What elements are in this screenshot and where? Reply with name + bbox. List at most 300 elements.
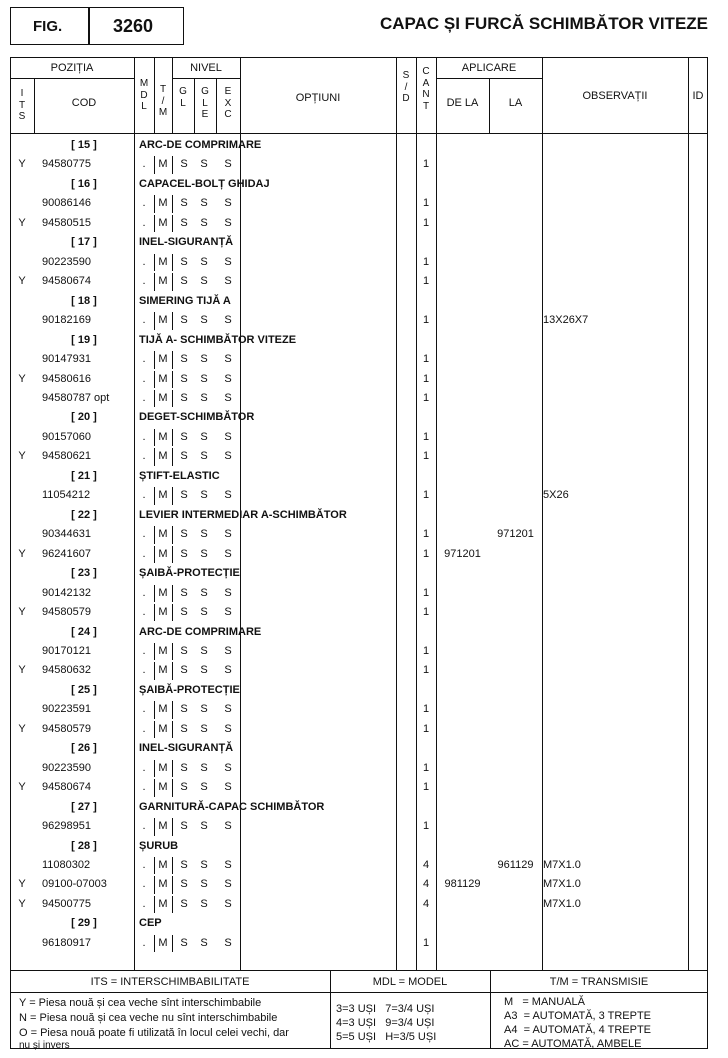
nivel-column-bar xyxy=(172,448,173,465)
cell-cod: 96298951 xyxy=(42,820,91,833)
nivel-column-bar xyxy=(172,643,173,660)
position-number: [ 19 ] xyxy=(71,333,97,346)
position-number: [ 26 ] xyxy=(71,742,97,755)
cell-exc: S xyxy=(224,761,232,774)
col-header-exc: E X C xyxy=(224,86,232,120)
legend-its-line: O = Piesa nouă poate fi utilizată în locul celei vechi, dar xyxy=(19,1027,289,1039)
cell-exc: S xyxy=(224,216,232,229)
cell-tm: M xyxy=(158,547,168,560)
cell-cant: 1 xyxy=(422,664,430,677)
cell-its: Y xyxy=(18,158,26,171)
header-bottom-line xyxy=(10,133,708,134)
position-number: [ 17 ] xyxy=(71,236,97,249)
cell-gle: S xyxy=(200,353,208,366)
cell-exc: S xyxy=(224,450,232,463)
cell-cant: 1 xyxy=(422,372,430,385)
cell-mdl: . xyxy=(142,644,146,657)
cell-exc: S xyxy=(224,703,232,716)
part-group-title: INEL-SIGURANȚĂ xyxy=(139,236,234,249)
position-number: [ 18 ] xyxy=(71,294,97,307)
nivel-column-bar xyxy=(172,215,173,232)
cell-cod: 94580787 opt xyxy=(42,391,110,404)
cell-gle: S xyxy=(200,158,208,171)
cell-tm: M xyxy=(158,197,168,210)
tm-column-bar xyxy=(154,721,155,738)
cell-its: Y xyxy=(18,547,26,560)
cell-mdl: . xyxy=(142,897,146,910)
position-number: [ 15 ] xyxy=(71,139,97,151)
part-group-title: ARC-DE COMPRIMARE xyxy=(139,625,262,638)
legend-tm-line: A3 = AUTOMATĂ, 3 TREPTE xyxy=(504,1010,652,1022)
tm-column-bar xyxy=(154,371,155,388)
cell-cod: 94580632 xyxy=(42,664,91,677)
tm-column-bar xyxy=(154,487,155,504)
fig-number: 3260 xyxy=(113,16,154,36)
cell-gle: S xyxy=(200,430,208,443)
legend-its-title: ITS = INTERSCHIMBABILITATE xyxy=(90,976,250,988)
tm-column-bar xyxy=(154,351,155,368)
part-group-title: CAPACEL-BOLȚ GHIDAJ xyxy=(139,177,270,190)
nivel-column-bar xyxy=(172,390,173,407)
cell-mdl: . xyxy=(142,606,146,619)
cell-gle: S xyxy=(200,450,208,463)
part-group-title: LEVIER INTERMEDIAR A-SCHIMBĂTOR xyxy=(139,508,347,521)
cell-cant: 1 xyxy=(422,703,430,716)
tm-column-bar xyxy=(154,546,155,563)
cell-exc: S xyxy=(224,158,232,171)
legend-tm-line: AC = AUTOMATĂ, AMBELE xyxy=(504,1038,642,1050)
cell-gle: S xyxy=(200,897,208,910)
cell-exc: S xyxy=(224,353,232,366)
cell-gle: S xyxy=(200,644,208,657)
nivel-column-bar xyxy=(172,701,173,718)
cell-exc: S xyxy=(224,781,232,794)
nivel-column-bar xyxy=(172,195,173,212)
cell-gle: S xyxy=(200,216,208,229)
cell-tm: M xyxy=(158,781,168,794)
cell-cod: 90223591 xyxy=(42,703,91,716)
position-number: [ 21 ] xyxy=(71,469,97,482)
tm-column-bar xyxy=(154,195,155,212)
position-number: [ 29 ] xyxy=(71,917,97,930)
cell-obs: M7X1.0 xyxy=(543,878,581,891)
cell-exc: S xyxy=(224,255,232,268)
cell-cod: 96241607 xyxy=(42,547,91,560)
cell-exc: S xyxy=(224,936,232,949)
cell-gle: S xyxy=(200,781,208,794)
nivel-column-bar xyxy=(172,585,173,602)
col-header-gle: G L E xyxy=(201,86,209,120)
cell-gle: S xyxy=(200,606,208,619)
cell-gle: S xyxy=(200,391,208,404)
cell-gl: S xyxy=(180,197,188,210)
cell-cod: 94580515 xyxy=(42,216,91,229)
cell-cod: 94580579 xyxy=(42,606,91,619)
position-number: [ 20 ] xyxy=(71,411,97,424)
legend-mdl-line: 4=3 UȘI 9=3/4 UȘI xyxy=(336,1017,435,1029)
cell-mdl: . xyxy=(142,158,146,171)
cell-tm: M xyxy=(158,586,168,599)
cell-its: Y xyxy=(18,372,26,385)
position-number: [ 22 ] xyxy=(71,508,97,521)
cell-tm: M xyxy=(158,255,168,268)
col-header-its: I T S xyxy=(18,88,26,122)
cell-gle: S xyxy=(200,489,208,502)
cell-mdl: . xyxy=(142,255,146,268)
cell-gle: S xyxy=(200,372,208,385)
cell-cod: 11054212 xyxy=(42,489,91,502)
cell-mdl: . xyxy=(142,547,146,560)
col-header-la: LA xyxy=(508,97,523,109)
cell-exc: S xyxy=(224,820,232,833)
cell-cod: 94580674 xyxy=(42,275,91,288)
cell-tm: M xyxy=(158,372,168,385)
legend-mdl-line: 5=5 UȘI H=3/5 UȘI xyxy=(336,1031,437,1043)
cell-mdl: . xyxy=(142,353,146,366)
cell-dela: 981129 xyxy=(444,878,481,891)
cell-exc: S xyxy=(224,722,232,735)
cell-gl: S xyxy=(180,936,188,949)
cell-gl: S xyxy=(180,761,188,774)
cell-cod: 94580616 xyxy=(42,372,91,385)
cell-cod: 94580674 xyxy=(42,781,91,794)
cell-gl: S xyxy=(180,430,188,443)
cell-tm: M xyxy=(158,722,168,735)
header-line-sub-2 xyxy=(172,78,240,79)
cell-tm: M xyxy=(158,664,168,677)
cell-gle: S xyxy=(200,275,208,288)
cell-gl: S xyxy=(180,897,188,910)
nivel-column-bar xyxy=(172,662,173,679)
cell-cant: 1 xyxy=(422,275,430,288)
cell-mdl: . xyxy=(142,664,146,677)
cell-tm: M xyxy=(158,878,168,891)
cell-exc: S xyxy=(224,859,232,872)
legend-tm-line: A4 = AUTOMATĂ, 4 TREPTE xyxy=(504,1024,652,1036)
cell-mdl: . xyxy=(142,820,146,833)
position-number: [ 23 ] xyxy=(71,567,97,580)
cell-gle: S xyxy=(200,586,208,599)
tm-column-bar xyxy=(154,585,155,602)
cell-obs: M7X1.0 xyxy=(543,897,581,910)
cell-gl: S xyxy=(180,216,188,229)
cell-cod: 90223590 xyxy=(42,761,91,774)
cell-exc: S xyxy=(224,372,232,385)
position-number: [ 24 ] xyxy=(71,625,97,638)
nivel-column-bar xyxy=(172,857,173,874)
cell-gle: S xyxy=(200,197,208,210)
cell-cant: 4 xyxy=(422,878,430,891)
cell-cant: 1 xyxy=(422,586,430,599)
position-number: [ 16 ] xyxy=(71,177,97,190)
cell-gl: S xyxy=(180,391,188,404)
part-group-title: ARC-DE COMPRIMARE xyxy=(139,139,262,151)
tm-column-bar xyxy=(154,779,155,796)
part-group-title: GARNITURĂ-CAPAC SCHIMBĂTOR xyxy=(139,800,325,813)
cell-cant: 4 xyxy=(422,897,430,910)
cell-cod: 96180917 xyxy=(42,936,91,949)
legend-its-line: nu și invers xyxy=(19,1040,70,1051)
cell-mdl: . xyxy=(142,275,146,288)
cell-cod: 94580775 xyxy=(42,158,91,171)
cell-cod: 90142132 xyxy=(42,586,91,599)
cell-gl: S xyxy=(180,314,188,327)
tm-column-bar xyxy=(154,643,155,660)
cell-its: Y xyxy=(18,722,26,735)
col-header-sd: S / D xyxy=(402,70,410,104)
nivel-column-bar xyxy=(172,487,173,504)
cell-tm: M xyxy=(158,761,168,774)
nivel-column-bar xyxy=(172,779,173,796)
cell-cant: 1 xyxy=(422,547,430,560)
tm-column-bar xyxy=(154,935,155,952)
cell-tm: M xyxy=(158,859,168,872)
col-header-pozitia: POZIȚIA xyxy=(50,62,94,74)
legend-mdl-line: 3=3 UȘI 7=3/4 UȘI xyxy=(336,1003,435,1015)
cell-cant: 1 xyxy=(422,158,430,171)
cell-gl: S xyxy=(180,275,188,288)
cell-exc: S xyxy=(224,489,232,502)
tm-column-bar xyxy=(154,156,155,173)
cell-exc: S xyxy=(224,606,232,619)
cell-mdl: . xyxy=(142,216,146,229)
cell-gl: S xyxy=(180,820,188,833)
part-group-title: DEGET-SCHIMBĂTOR xyxy=(139,411,255,424)
nivel-column-bar xyxy=(172,721,173,738)
tm-column-bar xyxy=(154,857,155,874)
nivel-column-bar xyxy=(172,429,173,446)
cell-exc: S xyxy=(224,878,232,891)
cell-gl: S xyxy=(180,353,188,366)
cell-mdl: . xyxy=(142,528,146,541)
part-group-title: INEL-SIGURANȚĂ xyxy=(139,742,234,755)
cell-gl: S xyxy=(180,606,188,619)
cell-tm: M xyxy=(158,314,168,327)
nivel-column-bar xyxy=(172,254,173,271)
cell-gle: S xyxy=(200,820,208,833)
cell-tm: M xyxy=(158,489,168,502)
cell-cant: 1 xyxy=(422,781,430,794)
col-header-id: ID xyxy=(692,90,704,102)
cell-gle: S xyxy=(200,878,208,891)
cell-exc: S xyxy=(224,314,232,327)
cell-its: Y xyxy=(18,450,26,463)
part-group-title: ȘURUB xyxy=(139,839,179,852)
col-header-gl: G L xyxy=(179,86,187,109)
cell-cod: 94500775 xyxy=(42,897,91,910)
tm-column-bar xyxy=(154,876,155,893)
cell-cant: 1 xyxy=(422,450,430,463)
tm-column-bar xyxy=(154,273,155,290)
nivel-column-bar xyxy=(172,896,173,913)
cell-obs: M7X1.0 xyxy=(543,859,581,872)
cell-cant: 4 xyxy=(422,859,430,872)
col-header-nivel: NIVEL xyxy=(190,62,222,74)
cell-cant: 1 xyxy=(422,528,430,541)
cell-cant: 1 xyxy=(422,430,430,443)
col-divider-cant xyxy=(416,57,417,970)
cell-cant: 1 xyxy=(422,255,430,268)
cell-dela: 971201 xyxy=(444,547,481,560)
cell-gl: S xyxy=(180,664,188,677)
col-divider-observatii xyxy=(542,57,543,970)
nivel-column-bar xyxy=(172,371,173,388)
col-divider-mdl xyxy=(134,57,135,970)
cell-cant: 1 xyxy=(422,936,430,949)
part-group-title: TIJĂ A- SCHIMBĂTOR VITEZE xyxy=(139,333,297,346)
tm-column-bar xyxy=(154,448,155,465)
tm-column-bar xyxy=(154,429,155,446)
position-number: [ 27 ] xyxy=(71,800,97,813)
cell-mdl: . xyxy=(142,430,146,443)
col-header-cant: C A N T xyxy=(422,66,430,112)
cell-gl: S xyxy=(180,859,188,872)
cell-mdl: . xyxy=(142,489,146,502)
cell-cod: 11080302 xyxy=(42,859,91,872)
cell-gl: S xyxy=(180,586,188,599)
page-title: CAPAC ȘI FURCĂ SCHIMBĂTOR VITEZE xyxy=(379,14,708,33)
cell-obs: 5X26 xyxy=(543,489,569,502)
cell-exc: S xyxy=(224,897,232,910)
cell-cod: 94580621 xyxy=(42,450,91,463)
cell-gl: S xyxy=(180,878,188,891)
tm-column-bar xyxy=(154,604,155,621)
cell-exc: S xyxy=(224,197,232,210)
col-divider-aplicare xyxy=(436,57,437,970)
cell-exc: S xyxy=(224,664,232,677)
cell-mdl: . xyxy=(142,859,146,872)
cell-gle: S xyxy=(200,547,208,560)
cell-gl: S xyxy=(180,528,188,541)
cell-gle: S xyxy=(200,936,208,949)
col-header-de-la: DE LA xyxy=(446,97,479,109)
tm-column-bar xyxy=(154,526,155,543)
cell-tm: M xyxy=(158,528,168,541)
cell-mdl: . xyxy=(142,586,146,599)
cell-tm: M xyxy=(158,158,168,171)
cell-obs: 13X26X7 xyxy=(543,314,589,327)
cell-tm: M xyxy=(158,450,168,463)
cell-tm: M xyxy=(158,644,168,657)
nivel-column-bar xyxy=(172,546,173,563)
cell-exc: S xyxy=(224,644,232,657)
part-group-title: CEP xyxy=(139,917,162,930)
cell-gle: S xyxy=(200,761,208,774)
position-number: [ 28 ] xyxy=(71,839,97,852)
col-header-aplicare: APLICARE xyxy=(461,62,517,74)
cell-mdl: . xyxy=(142,391,146,404)
cell-mdl: . xyxy=(142,450,146,463)
cell-cod: 90182169 xyxy=(42,314,91,327)
col-divider-sd xyxy=(396,57,397,970)
cell-mdl: . xyxy=(142,197,146,210)
nivel-column-bar xyxy=(172,312,173,329)
cell-cod: 90344631 xyxy=(42,528,91,541)
cell-gl: S xyxy=(180,722,188,735)
cell-gl: S xyxy=(180,158,188,171)
col-header-cod: COD xyxy=(71,97,97,109)
cell-exc: S xyxy=(224,430,232,443)
cell-mdl: . xyxy=(142,936,146,949)
cell-mdl: . xyxy=(142,878,146,891)
cell-gl: S xyxy=(180,703,188,716)
cell-cod: 09100-07003 xyxy=(42,878,107,891)
cell-exc: S xyxy=(224,391,232,404)
cell-gle: S xyxy=(200,664,208,677)
part-group-title: ȘTIFT-ELASTIC xyxy=(139,469,220,482)
legend-mdl-title: MDL = MODEL xyxy=(372,976,448,988)
cell-cant: 1 xyxy=(422,489,430,502)
cell-exc: S xyxy=(224,528,232,541)
cell-cod: 90086146 xyxy=(42,197,91,210)
cell-gl: S xyxy=(180,644,188,657)
cell-cant: 1 xyxy=(422,216,430,229)
legend-top-line xyxy=(10,970,708,971)
cell-cant: 1 xyxy=(422,197,430,210)
cell-cant: 1 xyxy=(422,314,430,327)
cell-cod: 90147931 xyxy=(42,353,91,366)
tm-column-bar xyxy=(154,818,155,835)
cell-gle: S xyxy=(200,255,208,268)
nivel-column-bar xyxy=(172,935,173,952)
cell-la: 971201 xyxy=(497,528,534,541)
nivel-column-bar xyxy=(172,818,173,835)
legend-its-line: N = Piesa nouă și cea veche nu sînt interschimbabile xyxy=(19,1012,278,1024)
legend-its-line: Y = Piesa nouă și cea veche sînt interschimbabile xyxy=(19,997,262,1009)
col-header-optiuni: OPȚIUNI xyxy=(295,92,341,104)
cell-cant: 1 xyxy=(422,820,430,833)
nivel-column-bar xyxy=(172,351,173,368)
nivel-column-bar xyxy=(172,876,173,893)
nivel-column-bar xyxy=(172,156,173,173)
cell-gle: S xyxy=(200,722,208,735)
tm-column-bar xyxy=(154,701,155,718)
legend-tm-title: T/M = TRANSMISIE xyxy=(549,976,649,988)
tm-column-bar xyxy=(154,896,155,913)
cell-exc: S xyxy=(224,586,232,599)
cell-mdl: . xyxy=(142,781,146,794)
cell-gle: S xyxy=(200,859,208,872)
cell-exc: S xyxy=(224,547,232,560)
cell-tm: M xyxy=(158,275,168,288)
cell-cod: 90157060 xyxy=(42,430,91,443)
cell-cod: 90223590 xyxy=(42,255,91,268)
cell-tm: M xyxy=(158,703,168,716)
cell-mdl: . xyxy=(142,761,146,774)
cell-its: Y xyxy=(18,216,26,229)
cell-tm: M xyxy=(158,936,168,949)
cell-la: 961129 xyxy=(497,859,534,872)
cell-cod: 90170121 xyxy=(42,644,91,657)
tm-column-bar xyxy=(154,662,155,679)
cell-cant: 1 xyxy=(422,644,430,657)
cell-tm: M xyxy=(158,820,168,833)
cell-cant: 1 xyxy=(422,353,430,366)
legend-title-line xyxy=(10,992,708,993)
part-group-title: ȘAIBĂ-PROTECȚIE xyxy=(139,567,240,580)
cell-gl: S xyxy=(180,372,188,385)
part-group-title: SIMERING TIJĂ A xyxy=(139,294,231,307)
cell-its: Y xyxy=(18,897,26,910)
cell-its: Y xyxy=(18,781,26,794)
nivel-column-bar xyxy=(172,273,173,290)
cell-cod: 94580579 xyxy=(42,722,91,735)
tm-column-bar xyxy=(154,254,155,271)
cell-cant: 1 xyxy=(422,606,430,619)
cell-tm: M xyxy=(158,353,168,366)
part-group-title: ȘAIBĂ-PROTECȚIE xyxy=(139,683,240,696)
col-divider-id xyxy=(688,57,689,970)
